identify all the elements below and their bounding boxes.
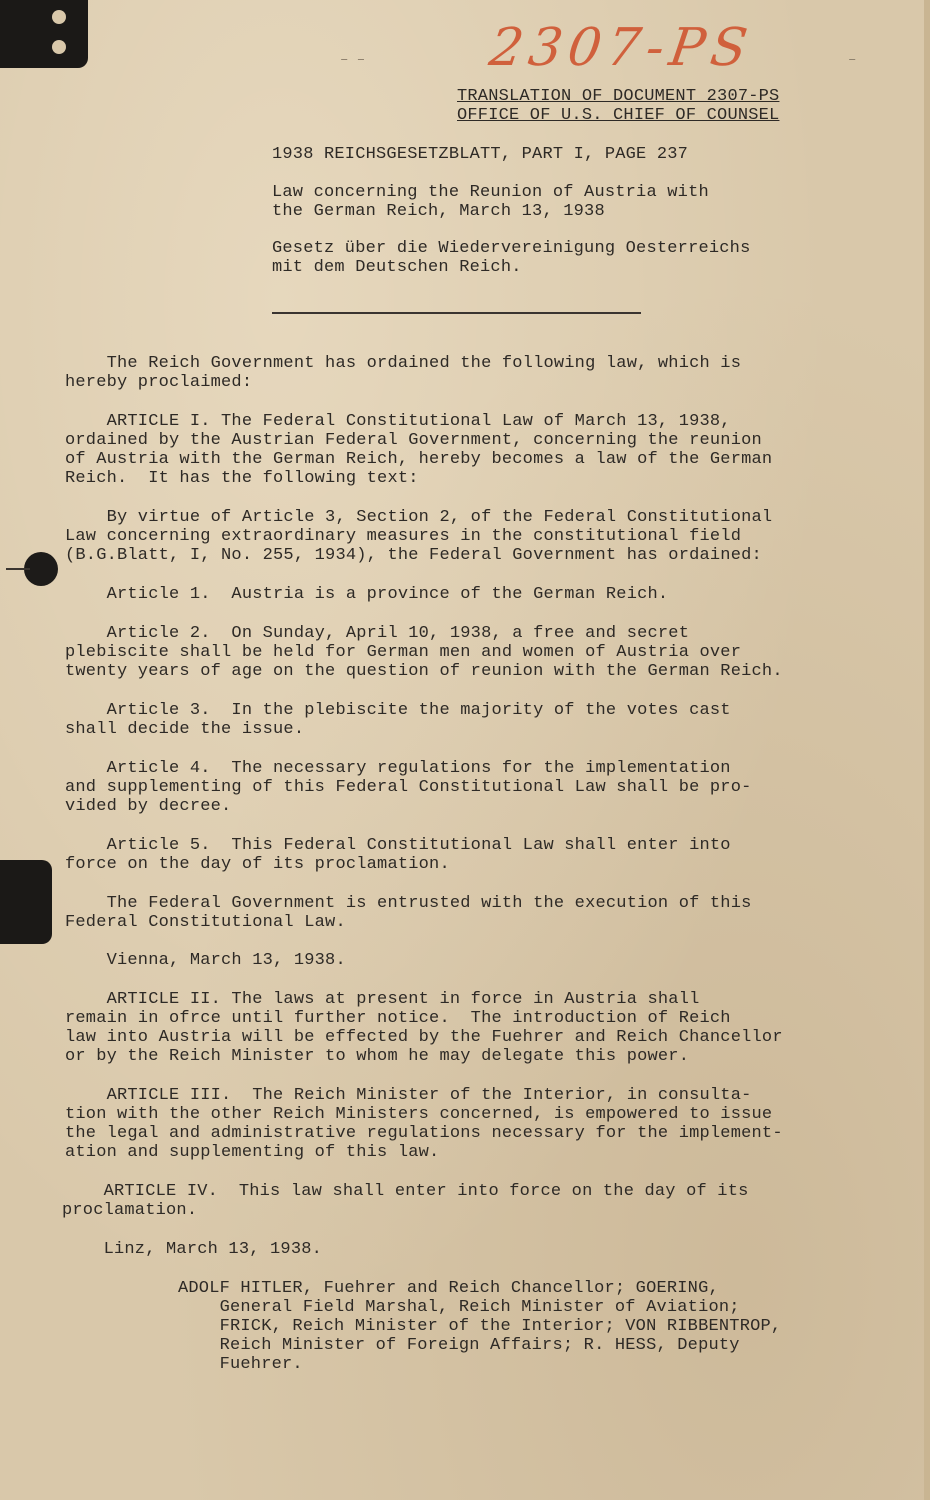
binder-hole [52,40,66,54]
article-iii-line: ARTICLE III. The Reich Minister of the Interior, in consulta- [65,1086,752,1105]
signatories-line: General Field Marshal, Reich Minister of Aviation; [178,1298,740,1317]
article-ii-line: law into Austria will be effected by the Fuehrer and Reich Chancellor [65,1028,783,1047]
header-translation: TRANSLATION OF DOCUMENT 2307-PS [457,87,780,106]
article-ii-line: remain in ofrce until further notice. The introduction of Reich [65,1009,731,1028]
article-iii-line: ation and supplementing of this law. [65,1143,440,1162]
article-ii-line: ARTICLE II. The laws at present in force in Austria shall [65,990,700,1009]
punch-mark [6,568,30,570]
scan-mark: – – [340,52,366,68]
article-iii-line: tion with the other Reich Ministers concerned, is empowered to issue [65,1105,773,1124]
binder-clip-top [0,0,88,68]
article-ii-line: or by the Reich Minister to whom he may delegate this power. [65,1047,690,1066]
article-i-line: Reich. It has the following text: [65,469,419,488]
article-iv-line: proclamation. [62,1201,198,1220]
article-i-line: ordained by the Austrian Federal Government, concerning the reunion [65,431,762,450]
title-de-line: Gesetz über die Wiedervereinigung Oesterreichs [272,239,751,258]
article-i-line: ARTICLE I. The Federal Constitutional Law of March 13, 1938, [65,412,731,431]
title-divider [272,312,641,314]
entrusted-line: Federal Constitutional Law. [65,913,346,932]
binder-hole [52,10,66,24]
article-4-line: vided by decree. [65,797,232,816]
linz-date: Linz, March 13, 1938. [62,1240,323,1259]
citation: 1938 REICHSGESETZBLATT, PART I, PAGE 237 [272,145,689,164]
article-iv-line: ARTICLE IV. This law shall enter into force on the day of its [62,1182,749,1201]
article-i-line: of Austria with the German Reich, hereby becomes a law of the German [65,450,773,469]
article-3-line: Article 3. In the plebiscite the majority of the votes cast [65,701,731,720]
virtue-line: (B.G.Blatt, I, No. 255, 1934), the Federal Government has ordained: [65,546,762,565]
article-4-line: Article 4. The necessary regulations for the implementation [65,759,731,778]
signatories-line: Reich Minister of Foreign Affairs; R. HESS, Deputy [178,1336,740,1355]
article-2-line: Article 2. On Sunday, April 10, 1938, a free and secret [65,624,690,643]
signatories-line: Fuehrer. [178,1355,303,1374]
title-en-line: the German Reich, March 13, 1938 [272,202,605,221]
virtue-line: Law concerning extraordinary measures in the constitutional field [65,527,742,546]
intro-line: hereby proclaimed: [65,373,253,392]
virtue-line: By virtue of Article 3, Section 2, of the Federal Constitutional [65,508,773,527]
article-iii-line: the legal and administrative regulations necessary for the implement- [65,1124,783,1143]
header-office: OFFICE OF U.S. CHIEF OF COUNSEL [457,106,780,125]
article-5-line: Article 5. This Federal Constitutional Law shall enter into [65,836,731,855]
article-3-line: shall decide the issue. [65,720,305,739]
signatories-line: ADOLF HITLER, Fuehrer and Reich Chancellor; GOERING, [178,1279,719,1298]
signatories-line: FRICK, Reich Minister of the Interior; VON RIBBENTROP, [178,1317,782,1336]
article-2-line: twenty years of age on the question of reunion with the German Reich. [65,662,783,681]
article-4-line: and supplementing of this Federal Constitutional Law shall be pro- [65,778,752,797]
entrusted-line: The Federal Government is entrusted with the execution of this [65,894,752,913]
article-1-line: Article 1. Austria is a province of the German Reich. [65,585,669,604]
vienna-date: Vienna, March 13, 1938. [65,951,346,970]
article-5-line: force on the day of its proclamation. [65,855,450,874]
article-2-line: plebiscite shall be held for German men and women of Austria over [65,643,742,662]
intro-line: The Reich Government has ordained the following law, which is [65,354,742,373]
handwritten-document-number: 2307-PS [485,18,757,78]
title-de-line: mit dem Deutschen Reich. [272,258,522,277]
title-en-line: Law concerning the Reunion of Austria with [272,183,709,202]
binder-clip-middle [0,860,52,944]
paper-edge [924,0,930,1500]
scan-mark: – [848,52,857,68]
